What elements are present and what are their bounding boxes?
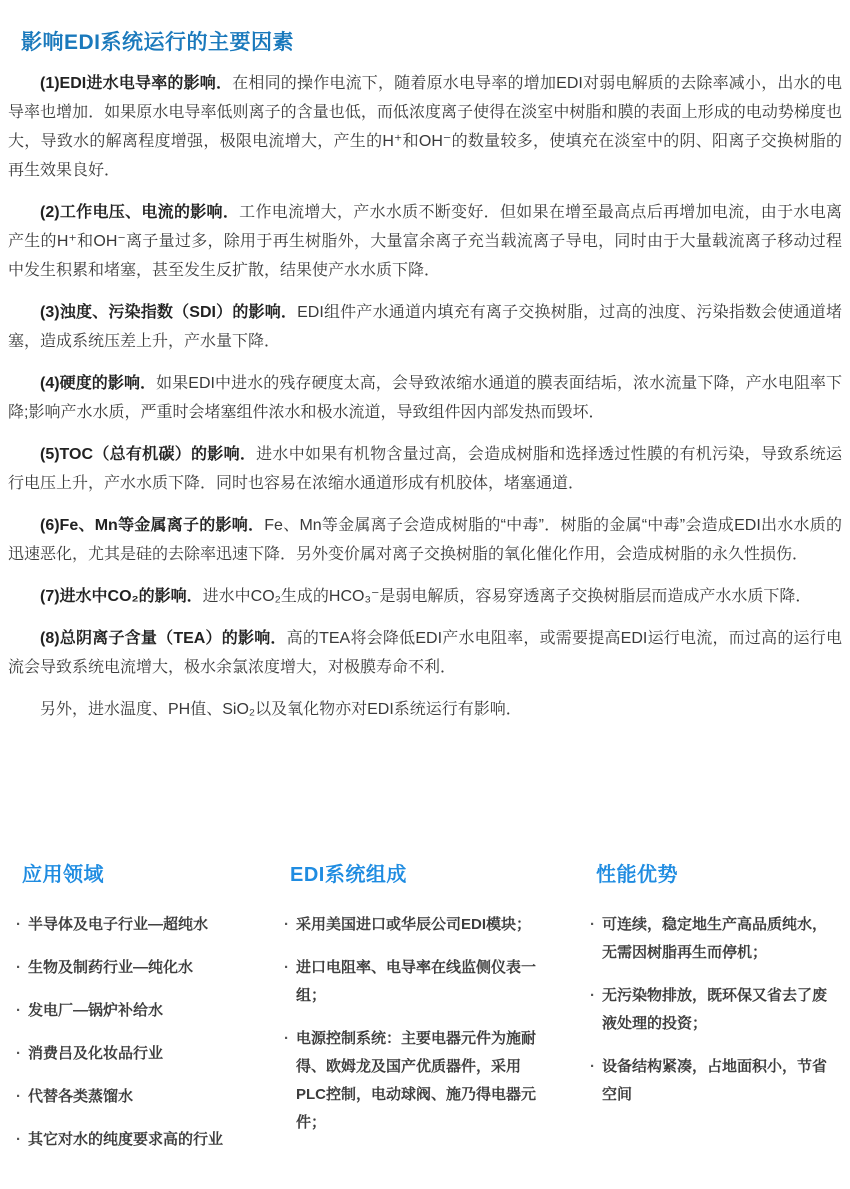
- list-item: [588, 911, 828, 967]
- list-item: [588, 982, 828, 1038]
- paragraph-8-lead: (8)总阴离子含量（TEA）的影响．: [40, 630, 287, 647]
- list-item: [14, 1040, 278, 1068]
- bottom-sections: [8, 858, 842, 1169]
- paragraph-4-text: 如果EDI中进水的残存硬度太高，会导致浓缩水通道的膜表面结垢，浓水流量下降，产水电阻率下降;影响产水水质，严重时会堵塞组件浓水和极水流道，导致组件因内部发热而毁坏．: [8, 375, 842, 421]
- list-item: [14, 1083, 278, 1111]
- paragraph-8-text: 高的TEA将会降低EDI产水电阻率，或需要提高EDI运行电流，而过高的运行电流会导致系统电流增大，极水余氯浓度增大，对极膜寿命不利．: [8, 630, 843, 676]
- paragraph-2-text: 工作电流增大，产水水质不断变好．但如果在增至最高点后再增加电流，由于水电离产生的H⁺和OH⁻离子量过多，除用于再生树脂外，大量富余离子充当载流离子导电，同时由于大量载流离子移动过程中发生积累和堵塞，甚至发生反扩散，结果使产水水质下降．: [8, 204, 842, 279]
- paragraph-6: [8, 511, 842, 569]
- list-item: [282, 911, 550, 939]
- bullet-icon: ·: [590, 916, 595, 933]
- section-system-composition-heading: EDI系统组成: [290, 864, 407, 886]
- bullet-icon: ·: [284, 1030, 289, 1047]
- bullet-icon: ·: [284, 916, 289, 933]
- section-system-composition: [282, 858, 588, 1169]
- bullet-icon: ·: [590, 987, 595, 1004]
- list-item: [282, 954, 550, 1010]
- list-item-text: 半导体及电子行业—超纯水: [28, 916, 209, 933]
- paragraph-6-lead: (6)Fe、Mn等金属离子的影响．: [40, 517, 265, 534]
- bullet-icon: ·: [16, 1131, 21, 1148]
- list-item-text: 采用美国进口或华辰公司EDI模块；: [296, 916, 532, 933]
- paragraph-2-lead: (2)工作电压、电流的影响．: [40, 204, 240, 221]
- paragraph-3-text: EDI组件产水通道内填充有离子交换树脂，过高的浊度、污染指数会使通道堵塞，造成系统压差上升，产水量下降．: [8, 304, 842, 350]
- applications-list: [14, 911, 282, 1154]
- section-performance-advantages-heading: 性能优势: [596, 864, 678, 886]
- paragraph-2: [8, 198, 842, 285]
- paragraph-8: [8, 624, 842, 682]
- list-item-text: 无污染物排放，既环保又省去了废液处理的投资；: [602, 987, 828, 1032]
- paragraph-6-text: Fe、Mn等金属离子会造成树脂的“中毒”．树脂的金属“中毒”会造成EDI出水水质的迅速恶化，尤其是硅的去除率迅速下降．另外变价属对离子交换树脂的氧化催化作用，会造成树脂的永久性损伤．: [8, 517, 842, 563]
- paragraph-5-text: 进水中如果有机物含量过高，会造成树脂和选择透过性膜的有机污染，导致系统运行电压上升，产水水质下降．同时也容易在浓缩水通道形成有机胶体，堵塞通道．: [8, 446, 842, 492]
- paragraph-3: [8, 298, 842, 356]
- bullet-icon: ·: [16, 1002, 21, 1019]
- paragraph-7-lead: (7)进水中CO₂的影响．: [40, 588, 203, 605]
- list-item: [14, 1126, 278, 1154]
- list-item-text: 其它对水的纯度要求高的行业: [28, 1131, 224, 1148]
- closing-paragraph: 另外，进水温度、PH值、SiO₂以及氧化物亦对EDI系统运行有影响．: [40, 701, 522, 718]
- list-item-text: 设备结构紧凑，占地面积小，节省空间: [602, 1058, 828, 1103]
- article-body: [8, 69, 842, 724]
- bullet-icon: ·: [16, 1045, 21, 1062]
- list-item-text: 消费吕及化妆品行业: [28, 1045, 164, 1062]
- list-item: [588, 1053, 828, 1109]
- list-item-text: 生物及制药行业—纯化水: [28, 959, 194, 976]
- paragraph-1-lead: (1)EDI进水电导率的影响．: [40, 75, 233, 92]
- paragraph-5: [8, 440, 842, 498]
- list-item: [282, 1025, 550, 1137]
- performance-advantages-list: [588, 911, 842, 1109]
- paragraph-4-lead: (4)硬度的影响．: [40, 375, 157, 392]
- section-applications: [14, 858, 282, 1169]
- bullet-icon: ·: [16, 959, 21, 976]
- paragraph-7: [8, 582, 842, 611]
- bullet-icon: ·: [590, 1058, 595, 1075]
- list-item-text: 发电厂—锅炉补给水: [28, 1002, 164, 1019]
- list-item: [14, 997, 278, 1025]
- paragraph-1: [8, 69, 842, 185]
- paragraph-1-text: 在相同的操作电流下，随着原水电导率的增加EDI对弱电解质的去除率减小，出水的电导率也增加．如果原水电导率低则离子的含量也低，而低浓度离子使得在淡室中树脂和膜的表面上形成的电动势梯度也大，导致水的解离程度增强，极限电流增大，产生的H⁺和OH⁻的数量较多，使填充在淡室中的阴、阳离子交换树脂的再生效果良好．: [8, 75, 842, 179]
- paragraph-3-lead: (3)浊度、污染指数（SDI）的影响．: [40, 304, 298, 321]
- paragraph-4: [8, 369, 842, 427]
- list-item-text: 可连续，稳定地生产高品质纯水，无需因树脂再生而停机；: [602, 916, 828, 961]
- bullet-icon: ·: [16, 1088, 21, 1105]
- list-item-text: 进口电阻率、电导率在线监侧仪表一组；: [296, 959, 537, 1004]
- list-item: [14, 954, 278, 982]
- page-title: 影响EDI系统运行的主要因素: [21, 31, 295, 54]
- paragraph-7-text: 进水中CO₂生成的HCO₃⁻是弱电解质，容易穿透离子交换树脂层而造成产水水质下降．: [202, 588, 812, 605]
- list-item-text: 电源控制系统：主要电器元件为施耐得、欧姆龙及国产优质器件，采用PLC控制，电动球阀、施乃得电器元件；: [296, 1030, 537, 1131]
- bullet-icon: ·: [16, 916, 21, 933]
- section-performance-advantages: [588, 858, 842, 1169]
- bullet-icon: ·: [284, 959, 289, 976]
- paragraph-5-lead: (5)TOC（总有机碳）的影响．: [40, 446, 257, 463]
- system-composition-list: [282, 911, 588, 1137]
- list-item-text: 代替各类蒸馏水: [28, 1088, 134, 1105]
- section-applications-heading: 应用领域: [22, 864, 104, 886]
- list-item: [14, 911, 278, 939]
